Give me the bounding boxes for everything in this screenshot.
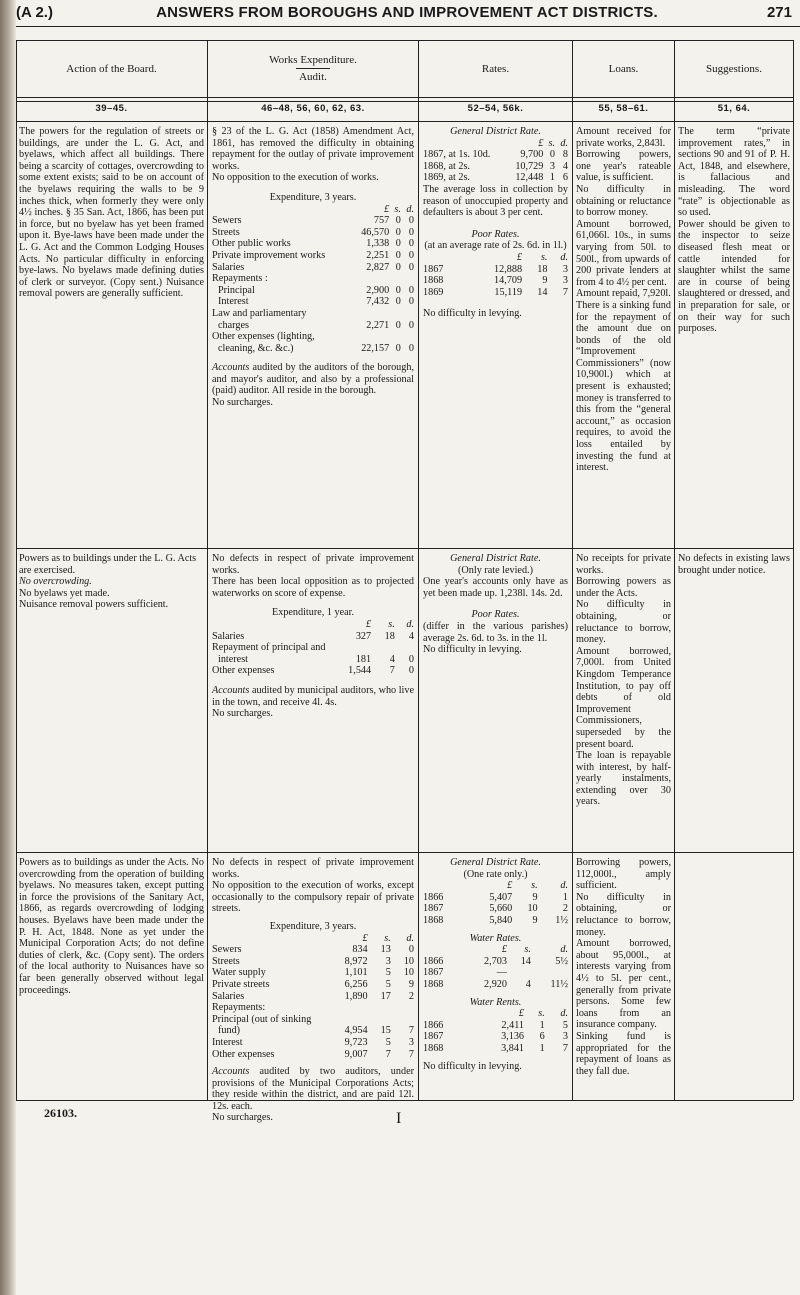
text-value: 1869, at 2s. bbox=[423, 172, 470, 184]
text-value: Streets bbox=[212, 955, 240, 967]
text-value: No surcharges. bbox=[212, 397, 273, 409]
text-value: 0 bbox=[408, 249, 414, 261]
text-value: 1 bbox=[549, 172, 555, 184]
text-value: 3 bbox=[549, 160, 555, 172]
text-value: 14 bbox=[537, 286, 548, 298]
row2-rates bbox=[423, 553, 568, 849]
text-value: Other expenses bbox=[212, 665, 275, 677]
rule bbox=[16, 548, 793, 549]
text-value: s. bbox=[384, 932, 391, 944]
text-value: 4 bbox=[389, 653, 395, 665]
text-value: 0 bbox=[408, 261, 414, 273]
text-value: £ bbox=[538, 137, 544, 149]
text-value: Interest bbox=[212, 1036, 243, 1048]
text-value: £ bbox=[507, 880, 513, 892]
text-value: 0 bbox=[395, 226, 401, 238]
rule bbox=[418, 40, 419, 1100]
text-value: 0 bbox=[408, 944, 414, 956]
text-value: 15,119 bbox=[494, 286, 523, 298]
row2-expenditure-table bbox=[212, 619, 414, 677]
rule bbox=[16, 121, 793, 122]
text-value: (One rate only.) bbox=[463, 868, 528, 880]
text-value: 1867 bbox=[423, 967, 444, 979]
text-value: Streets bbox=[212, 226, 240, 238]
text-value: 7 bbox=[389, 665, 395, 677]
text-value: 5,407 bbox=[489, 891, 513, 903]
row2-works bbox=[212, 553, 414, 849]
text-value: 0 bbox=[408, 342, 414, 354]
text-value: 4 bbox=[408, 630, 414, 642]
text-value: audited by the auditors of the borough, and mayor's auditor, and also by a professional (paid) auditor. All reside in the borough. bbox=[212, 362, 415, 397]
text-value: Action of the Board. bbox=[66, 62, 157, 75]
text-value: s. bbox=[538, 1008, 545, 1020]
row3-loans bbox=[576, 857, 671, 1097]
text-value: No difficulty in obtaining, or reluctance to borrow, money. bbox=[576, 891, 671, 938]
text-value: Accounts bbox=[212, 684, 250, 696]
text-value: cleaning, &c. &c.) bbox=[218, 342, 294, 354]
text-value: Borrowing powers, 112,000l., amply sufficient. bbox=[576, 857, 671, 892]
text-value: 3 bbox=[562, 275, 568, 287]
text-value: 5 bbox=[562, 1019, 568, 1031]
text-value: Amount received for private works, 2,843l. bbox=[576, 126, 671, 149]
col-head-loans bbox=[573, 40, 674, 97]
text-value: 0 bbox=[408, 238, 414, 250]
rule bbox=[572, 40, 573, 1100]
text-value: Water supply bbox=[212, 967, 266, 979]
text-value: s. bbox=[531, 880, 538, 892]
row1-suggestions bbox=[678, 126, 790, 546]
text-value: General District Rate. bbox=[450, 553, 541, 564]
text-value: 1 bbox=[539, 1042, 545, 1054]
text-value: There has been local opposition as to projected waterworks on score of expense. bbox=[212, 576, 414, 599]
text-value: 10,729 bbox=[515, 160, 544, 172]
text-value: Poor Rates. bbox=[471, 609, 520, 621]
text-value: 2 bbox=[562, 903, 568, 915]
text-value: No receipts for private works. bbox=[576, 553, 671, 576]
text-value: Sewers bbox=[212, 944, 242, 956]
running-header bbox=[16, 0, 800, 27]
ref-rates: 52–54, 56k. bbox=[467, 103, 524, 114]
col-head-action bbox=[16, 40, 207, 97]
document-number: 26103. bbox=[44, 1106, 77, 1120]
text-value: 5 bbox=[385, 978, 391, 990]
text-value: No difficulty in levying. bbox=[423, 1060, 522, 1072]
text-value: 1867, at 1s. 10d. bbox=[423, 149, 491, 161]
text-value: 0 bbox=[408, 296, 414, 308]
text-value: 0 bbox=[408, 284, 414, 296]
rule bbox=[16, 101, 793, 102]
text-value: 2,411 bbox=[501, 1019, 524, 1031]
text-value: 1867 bbox=[423, 1031, 444, 1043]
text-value: 1,101 bbox=[344, 967, 368, 979]
text-value: Expenditure, 3 years. bbox=[269, 920, 357, 932]
text-value: 5,660 bbox=[489, 903, 513, 915]
text-value: Amount borrowed, 61,066l. 10s., in sums varying from 50l. to 500l., from upwards of 200 private lenders at from 4 to 4½ per cent. bbox=[576, 218, 671, 288]
text-value: s. bbox=[388, 618, 395, 630]
text-value: Expenditure, 1 year. bbox=[271, 607, 355, 619]
text-value: 9,723 bbox=[344, 1036, 368, 1048]
row3-water-rents-table bbox=[423, 1008, 568, 1054]
text-value: 14,709 bbox=[494, 275, 523, 287]
text-value: 8,972 bbox=[344, 955, 368, 967]
text-value: 1869 bbox=[423, 286, 444, 298]
row3-expenditure-table bbox=[212, 933, 414, 1061]
text-value: Audit. bbox=[299, 71, 327, 83]
text-value: s. bbox=[524, 944, 531, 956]
text-value: Expenditure, 3 years. bbox=[269, 191, 357, 203]
text-value: § 23 of the L. G. Act (1858) Amendment Act, 1861, has removed the difficulty in obtaining repayment for the outlay of private improvement works. bbox=[212, 126, 414, 172]
text-value: No surcharges. bbox=[212, 708, 273, 720]
text-value: (Only rate levied.) bbox=[458, 564, 533, 576]
text-value: 18 bbox=[537, 263, 548, 275]
text-value: Repayments : bbox=[212, 273, 268, 285]
text-value: Other public works bbox=[212, 238, 291, 250]
text-value: 22,157 bbox=[361, 342, 390, 354]
text-value: d. bbox=[560, 251, 568, 263]
text-value: No surcharges. bbox=[212, 1112, 273, 1124]
text-value: 7 bbox=[385, 1048, 391, 1060]
rule bbox=[674, 40, 675, 1100]
text-value: d. bbox=[560, 880, 568, 892]
text-value: 5 bbox=[385, 967, 391, 979]
text-value: General District Rate. bbox=[450, 126, 541, 137]
text-value: 834 bbox=[352, 944, 368, 956]
text-value: 0 bbox=[549, 149, 555, 161]
text-value: 1½ bbox=[555, 914, 568, 926]
text-value: No overcrowding. bbox=[19, 576, 92, 588]
text-value: 12,448 bbox=[515, 172, 544, 184]
text-value: 10 bbox=[403, 955, 414, 967]
text-value: Sewers bbox=[212, 215, 242, 227]
text-value: 1,890 bbox=[344, 990, 368, 1002]
row1-rates-table bbox=[423, 138, 568, 184]
text-value: £ bbox=[384, 203, 390, 215]
text-value: 1 bbox=[539, 1019, 545, 1031]
text-value: Loans. bbox=[608, 62, 639, 75]
col-head-suggestions bbox=[675, 40, 793, 97]
text-value: 7,432 bbox=[366, 296, 390, 308]
text-value: 0 bbox=[408, 215, 414, 227]
text-value: 1 bbox=[562, 891, 568, 903]
text-value: The loan is repayable with interest, by half-yearly instalments, extending over 30 years. bbox=[576, 750, 671, 808]
text-value: 14 bbox=[520, 955, 531, 967]
text-value: 3,136 bbox=[501, 1031, 524, 1043]
text-value: 2,271 bbox=[366, 319, 390, 331]
rule bbox=[296, 68, 330, 69]
row2-suggestions bbox=[678, 553, 790, 849]
rule bbox=[16, 852, 793, 853]
text-value: 1867 bbox=[423, 263, 444, 275]
text-value: Water Rents. bbox=[469, 996, 522, 1008]
text-value: 10 bbox=[527, 903, 538, 915]
text-value: 0 bbox=[395, 342, 401, 354]
text-value: £ bbox=[362, 932, 368, 944]
text-value: 1867 bbox=[423, 903, 444, 915]
text-value: 6 bbox=[562, 172, 568, 184]
text-value: Rates. bbox=[481, 62, 510, 75]
text-value: 17 bbox=[380, 990, 391, 1002]
ref-suggestions: 51, 64. bbox=[717, 103, 751, 114]
text-value: Suggestions. bbox=[706, 62, 762, 75]
text-value: One year's accounts only have as yet been made up. 1,238l. 14s. 2d. bbox=[423, 576, 568, 599]
text-value: (differ in the various parishes) average 2s. 6d. to 3s. in the 1l. bbox=[423, 620, 568, 644]
text-value: Law and parliamentary bbox=[212, 307, 307, 319]
text-value: 1866 bbox=[423, 1019, 444, 1031]
page-title: ANSWERS FROM BOROUGHS AND IMPROVEMENT ACT DISTRICTS. bbox=[156, 4, 658, 21]
text-value: 2,920 bbox=[484, 978, 507, 990]
text-value: 9 bbox=[408, 978, 414, 990]
text-value: Accounts bbox=[212, 362, 250, 374]
text-value: £ bbox=[516, 251, 523, 263]
text-value: No difficulty in levying. bbox=[423, 308, 522, 320]
row2-loans bbox=[576, 553, 671, 849]
text-value: £ bbox=[366, 618, 372, 630]
text-value: Amount borrowed, 7,000l. from United Kingdom Temperance Institution, to pay off debts of old Improvement Commissioners, superseded by the present board. bbox=[576, 645, 671, 750]
text-value: 2,251 bbox=[366, 249, 390, 261]
text-value: Other expenses bbox=[212, 1048, 275, 1060]
text-value: 10 bbox=[403, 967, 414, 979]
text-value: No opposition to the execution of works. bbox=[212, 172, 379, 184]
text-value: d. bbox=[560, 944, 568, 956]
page-label: (A 2.) bbox=[16, 4, 53, 21]
col-head-works bbox=[208, 40, 418, 97]
row1-poor-rates-table bbox=[423, 252, 568, 298]
col-head-rates bbox=[419, 40, 572, 97]
text-value: Borrowing powers as under the Acts. bbox=[576, 576, 671, 599]
text-value: 6,256 bbox=[344, 978, 368, 990]
text-value: No difficulty in levying. bbox=[423, 644, 522, 656]
text-value bbox=[507, 967, 531, 979]
text-value: Amount borrowed, about 95,000l., at interests varying from 4½ to 5l. per cent., generally from private persons. Some few loans from an insurance company. bbox=[576, 938, 671, 1031]
text-value: 1866 bbox=[423, 891, 444, 903]
text-value: There is a sinking fund for the repayment of the amount due on bonds of the old “Improvement Commissioners” (now 10,900l.) which at present is exhausted; money is transferred to this from the “general account,” as occasion requires, to avoid the loss entailed by investing the fund at interest. bbox=[576, 299, 671, 474]
row2-action bbox=[19, 553, 204, 849]
text-value: 5,840 bbox=[489, 914, 513, 926]
text-value: Power should be given to the inspector to seize diseased flesh meat or cattle intended for slaughter whilst the same are in course of being slaughtered or dressed, and in preparation for sale, or on their way for such purposes. bbox=[678, 218, 790, 335]
ref-action: 39–45. bbox=[95, 103, 128, 114]
text-value: 0 bbox=[408, 665, 414, 677]
text-value: Interest bbox=[218, 296, 249, 308]
text-value: d. bbox=[406, 203, 414, 215]
text-value: No byelaws yet made. bbox=[19, 587, 110, 599]
text-value: d. bbox=[560, 1008, 568, 1020]
text-value: audited by municipal auditors, who live in the town, and receive 4l. 4s. bbox=[212, 684, 414, 708]
text-value: 46,570 bbox=[361, 226, 390, 238]
text-value: 2,827 bbox=[366, 261, 390, 273]
ref-loans: 55, 58–61. bbox=[598, 103, 649, 114]
text-value: 7 bbox=[408, 1048, 414, 1060]
text-value: 0 bbox=[408, 653, 414, 665]
text-value: 0 bbox=[395, 296, 401, 308]
text-value: No defects in existing laws brought under notice. bbox=[678, 553, 790, 576]
text-value: 7 bbox=[562, 286, 568, 298]
row1-action bbox=[19, 126, 204, 546]
text-value: No defects in respect of private improvement works. bbox=[212, 857, 414, 880]
text-value: 0 bbox=[408, 319, 414, 331]
text-value: The term “private improvement rates,” in sections 90 and 91 of P. H. Act, 1848, and elsewhere, is fallacious and misleading. The word “rate” is objectionable as so used. bbox=[678, 126, 790, 219]
text-value: d. bbox=[406, 932, 414, 944]
text-value: No defects in respect of private improvement works. bbox=[212, 553, 414, 576]
text-value: Powers as to buildings as under the Acts. No overcrowding from the operation of building byelaws. No measures taken, except putting in force the provisions of the Sanitary Act, 1866, as regards overcrowding of lodging houses. Byelaws have been made under the P. H. Act, 1848. None as yet under the Municipal Corporation Acts; do not define duties of clerk, &c. (Copy sent). The orders of the local authority to Nuisances have so far been generally observed without legal proceedings. bbox=[19, 857, 204, 996]
text-value: Other expenses (lighting, bbox=[212, 331, 315, 343]
text-value: s. bbox=[548, 137, 555, 149]
text-value: 9,700 bbox=[520, 149, 544, 161]
text-value: Principal bbox=[218, 284, 255, 296]
text-value: 3 bbox=[562, 1031, 568, 1043]
text-value: 12,888 bbox=[494, 263, 523, 275]
row1-loans bbox=[576, 126, 671, 546]
text-value: 9,007 bbox=[344, 1048, 368, 1060]
row3-rates bbox=[423, 857, 568, 1097]
text-value: 1868 bbox=[423, 275, 444, 287]
text-value: The powers for the regulation of streets or buildings, are under the L. G. Act, and byelaws, which affect all buildings. There being a scarcity of cottages, overcrowding to some extent exists; said to be on account of the byelaws requiring the walls to be 9 inches thick, when formerly they were only 4½ inches. § 35 San. Act, 1866, has been put in force, but no byelaw has yet been framed upon it. Bye-laws have been made under the L. G. Act and the Common Lodging Houses Acts. No particular difficulty in enforcing bye-laws. No byelaws made defining duties of clerk or surveyor. (Copy sent.) Nuisance removal powers are generally sufficient. bbox=[19, 126, 204, 300]
text-value: 1,544 bbox=[348, 665, 372, 677]
text-value: 7 bbox=[562, 1042, 568, 1054]
text-value: 5 bbox=[385, 1036, 391, 1048]
text-value: 0 bbox=[395, 238, 401, 250]
text-value: 2 bbox=[408, 990, 414, 1002]
text-value: 757 bbox=[373, 215, 390, 227]
text-value: Works Expenditure. bbox=[269, 54, 357, 66]
text-value: 2,703 bbox=[484, 955, 507, 967]
text-value: 0 bbox=[408, 226, 414, 238]
text-value: No opposition to the execution of works, except occasionally to the compulsory repair of private streets. bbox=[212, 880, 414, 915]
text-value: Repayments: bbox=[212, 1002, 266, 1014]
text-value: 6 bbox=[539, 1031, 545, 1043]
text-value: (at an average rate of 2s. 6d. in 1l.) bbox=[424, 240, 567, 252]
text-value: The average loss in collection by reason of unoccupied property and defaulters is about 3 per cent. bbox=[423, 183, 568, 219]
text-value: 2,900 bbox=[366, 284, 390, 296]
text-value: 1868 bbox=[423, 914, 444, 926]
text-value: 8 bbox=[562, 149, 568, 161]
text-value: fund) bbox=[218, 1025, 241, 1037]
text-value: charges bbox=[218, 319, 249, 331]
text-value: — bbox=[496, 967, 507, 979]
text-value: 4,954 bbox=[344, 1025, 368, 1037]
text-value: s. bbox=[540, 251, 548, 263]
text-value: 327 bbox=[355, 630, 372, 642]
text-value: 4 bbox=[562, 160, 568, 172]
text-value: 9 bbox=[532, 891, 538, 903]
text-value: 0 bbox=[395, 215, 401, 227]
text-value: s. bbox=[394, 203, 401, 215]
text-value: Sinking fund is appropriated for the repayment of loans as they fall due. bbox=[576, 1030, 671, 1077]
rule bbox=[16, 97, 793, 98]
text-value: 1868 bbox=[423, 978, 444, 990]
text-value: 9 bbox=[542, 275, 548, 287]
text-value: 0 bbox=[395, 249, 401, 261]
text-value: 0 bbox=[395, 319, 401, 331]
text-value: Amount repaid, 7,920l. bbox=[576, 288, 671, 300]
sheet-signature-mark: I bbox=[396, 1110, 402, 1127]
row3-water-rates-table bbox=[423, 944, 568, 990]
text-value: audited by two auditors, under provisions of the Municipal Corporations Acts; they reside within the district, and are paid 12l. 12s. each. bbox=[212, 1066, 414, 1112]
text-value: 15 bbox=[380, 1025, 391, 1037]
row1-rates bbox=[423, 126, 568, 546]
text-value: 0 bbox=[395, 284, 401, 296]
text-value: General District Rate. bbox=[450, 857, 541, 868]
text-value: Powers as to buildings under the L. G. Acts are exercised. bbox=[19, 553, 197, 576]
page-number: 271 bbox=[766, 4, 792, 21]
text-value: 3 bbox=[562, 263, 568, 275]
text-value: Repayment of principal and bbox=[212, 642, 326, 654]
text-value: 5½ bbox=[555, 955, 568, 967]
text-value: Poor Rates. bbox=[471, 228, 520, 240]
rule bbox=[16, 40, 17, 1100]
text-value: Private improvement works bbox=[212, 249, 326, 261]
text-value: 181 bbox=[355, 653, 372, 665]
text-value: 1868 bbox=[423, 1042, 444, 1054]
row1-expenditure-table bbox=[212, 204, 414, 355]
row3-works bbox=[212, 857, 414, 1124]
text-value: 3,841 bbox=[501, 1042, 524, 1054]
text-value: Water Rates. bbox=[469, 932, 522, 944]
row1-works bbox=[212, 126, 414, 546]
text-value: No difficulty in obtaining, or reluctance to borrow, money. bbox=[576, 599, 671, 646]
text-value: Salaries bbox=[212, 630, 245, 642]
text-value: 4 bbox=[525, 978, 531, 990]
text-value: 18 bbox=[384, 630, 395, 642]
text-value: 3 bbox=[385, 955, 391, 967]
ref-works: 46–48, 56, 60, 62, 63. bbox=[261, 103, 365, 114]
text-value bbox=[531, 967, 568, 979]
text-value: 7 bbox=[408, 1025, 414, 1037]
text-value: 13 bbox=[380, 944, 391, 956]
text-value: 0 bbox=[395, 261, 401, 273]
text-value: 3 bbox=[408, 1036, 414, 1048]
text-value: 9 bbox=[532, 914, 538, 926]
book-binding-edge bbox=[0, 0, 16, 1295]
text-value: Principal (out of sinking bbox=[212, 1013, 312, 1025]
text-value: d. bbox=[560, 137, 568, 149]
text-value: Salaries bbox=[212, 261, 245, 273]
text-value: No difficulty in obtaining or reluctance to borrow money. bbox=[576, 183, 671, 219]
row3-action bbox=[19, 857, 204, 1097]
text-value: Private streets bbox=[212, 978, 270, 990]
text-value: interest bbox=[218, 653, 248, 665]
text-value: Accounts bbox=[212, 1066, 250, 1078]
text-value: Nuisance removal powers sufficient. bbox=[19, 599, 169, 611]
text-value: £ bbox=[518, 1008, 524, 1020]
row3-rates-table bbox=[423, 880, 568, 926]
rule bbox=[207, 40, 208, 1100]
text-value: 11½ bbox=[550, 978, 568, 990]
text-value: Borrowing powers, one year's rateable value, is sufficient. bbox=[576, 149, 671, 184]
text-value: d. bbox=[406, 618, 414, 630]
text-value: 1868, at 2s. bbox=[423, 160, 470, 172]
text-value: Salaries bbox=[212, 990, 245, 1002]
text-value: 1866 bbox=[423, 955, 444, 967]
text-value: 1,338 bbox=[366, 238, 390, 250]
text-value: £ bbox=[501, 944, 507, 956]
